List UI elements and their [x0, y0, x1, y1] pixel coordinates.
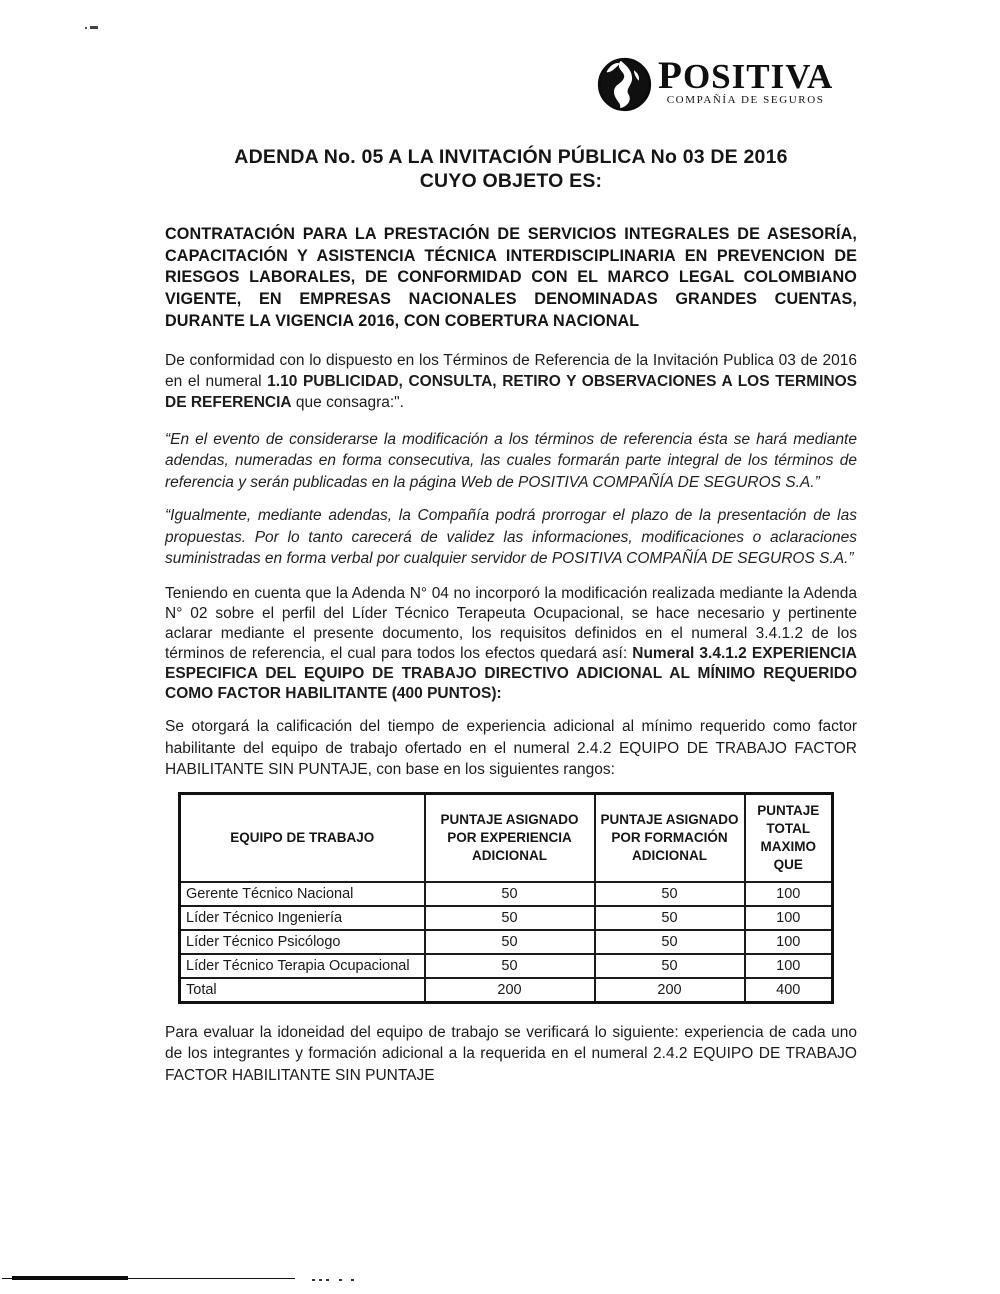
cell-value: 200 [595, 978, 745, 1003]
document-body [165, 0, 857, 1087]
cell-value: 400 [745, 978, 833, 1003]
document-title [165, 145, 857, 193]
header-puntaje-total: PUNTAJE TOTAL MAXIMO QUE [745, 793, 833, 882]
numeral-3412-bold: Numeral 3.4.1.2 EXPERIENCIA ESPECIFICA DEL EQUIPO DE TRABAJO DIRECTIVO ADICIONAL AL MÍNIMO REQUERIDO COMO FACTOR HABILITANTE (400 PUNTOS): [165, 645, 857, 703]
table-header-row [180, 793, 833, 882]
title-line-2: CUYO OBJETO ES: [419, 170, 603, 192]
cell-value: 50 [425, 930, 595, 954]
scan-artifact-dot [326, 1279, 329, 1281]
table-row [180, 882, 833, 906]
title-line-1: ADENDA No. 05 A LA INVITACIÓN PÚBLICA No 03 DE 2016 [234, 146, 788, 168]
header-puntaje-formacion: PUNTAJE ASIGNADO POR FORMACIÓN ADICIONAL [595, 793, 745, 882]
evaluar-paragraph: Para evaluar la idoneidad del equipo de trabajo se verificará lo siguiente: experiencia de cada uno de los integrantes y formación adicional a la requerida en el numeral 2.4.2 EQUIPO DE TRABAJO FACTOR HABILITANTE SIN PUNTAJE [165, 1023, 857, 1085]
conformidad-paragraph [165, 350, 857, 413]
otorgara-paragraph: Se otorgará la calificación del tiempo de experiencia adicional al mínimo requerido como factor habilitante del equipo de trabajo ofertado en el numeral 2.4.2 EQUIPO DE TRABAJO FACTOR HABILITANTE SIN PUNTAJE, con base en los siguientes rangos: [165, 718, 857, 779]
row-label: Líder Técnico Terapia Ocupacional [180, 954, 425, 978]
row-label: Total [180, 978, 425, 1003]
table-total-row [180, 978, 833, 1003]
scan-artifact-dot [319, 1279, 322, 1281]
conformidad-bold-clause: 1.10 PUBLICIDAD, CONSULTA, RETIRO Y OBSERVACIONES A LOS TERMINOS DE REFERENCIA [165, 372, 857, 411]
quoted-clause-2: “Igualmente, mediante adendas, la Compañía podrá prorrogar el plazo de la presentación de las propuestas. Por lo tanto carecerá de validez las informaciones, modificaciones o aclaraciones suministradas en forma verbal por cualquier servidor de POSITIVA COMPAÑÍA DE SEGUROS S.A.” [165, 507, 857, 568]
table-row [180, 954, 833, 978]
scan-artifact-dot [339, 1279, 342, 1281]
scan-artifact-dot [312, 1279, 315, 1281]
cell-value: 100 [745, 954, 833, 978]
cell-value: 100 [745, 930, 833, 954]
scan-artifact-thick [12, 1276, 128, 1280]
row-label: Gerente Técnico Nacional [180, 882, 425, 906]
table-row [180, 906, 833, 930]
cell-value: 200 [425, 978, 595, 1003]
logo-wordmark: POSITIVA [658, 54, 834, 97]
cell-value: 50 [595, 882, 745, 906]
row-label: Líder Técnico Psicólogo [180, 930, 425, 954]
scan-speck [90, 26, 98, 29]
cell-value: 50 [425, 906, 595, 930]
scan-artifact-dot [351, 1279, 354, 1281]
header-puntaje-experiencia: PUNTAJE ASIGNADO POR EXPERIENCIA ADICIONAL [425, 793, 595, 882]
conformidad-text: De conformidad con lo dispuesto en los Términos de Referencia de la Invitación Publica 03 de 2016 en el numeral [165, 351, 857, 390]
conformidad-tail: que consagra:". [291, 393, 404, 411]
object-paragraph: CONTRATACIÓN PARA LA PRESTACIÓN DE SERVICIOS INTEGRALES DE ASESORÍA, CAPACITACIÓN Y ASISTENCIA TÉCNICA INTERDISCIPLINARIA EN PREVENCION DE RIESGOS LABORALES, DE CONFORMIDAD CON EL MARCO LEGAL COLOMBIANO VIGENTE, EN EMPRESAS NACIONALES DENOMINADAS GRANDES CUENTAS, DURANTE LA VIGENCIA 2016, CON COBERTURA NACIONAL [165, 225, 857, 330]
cell-value: 50 [595, 954, 745, 978]
header-equipo-de-trabajo: EQUIPO DE TRABAJO [180, 793, 425, 882]
cell-value: 50 [425, 882, 595, 906]
cell-value: 100 [745, 882, 833, 906]
teniendo-text: Teniendo en cuenta que la Adenda N° 04 no incorporó la modificación realizada mediante la Adenda N° 02 sobre el perfil del Líder Técnico Terapeuta Ocupacional, se hace necesario y pertinente aclarar mediante el presente documento, los requisitos definidos en el numeral 3.4.1.2 de los términos de referencia, el cual para todos los efectos quedará así: [165, 585, 857, 663]
cell-value: 50 [595, 930, 745, 954]
score-table [178, 792, 834, 1004]
row-label: Líder Técnico Ingeniería [180, 906, 425, 930]
cell-value: 50 [595, 906, 745, 930]
cell-value: 50 [425, 954, 595, 978]
teniendo-paragraph [165, 584, 857, 704]
logo-subtitle: COMPAÑÍA DE SEGUROS [666, 94, 825, 106]
table-row [180, 930, 833, 954]
quoted-clause-1: “En el evento de considerarse la modificación a los términos de referencia ésta se hará mediante adendas, numeradas en forma consecutiva, las cuales formarán parte integral de los términos de referencia y serán publicadas en la página Web de POSITIVA COMPAÑÍA DE SEGUROS S.A.” [165, 430, 857, 491]
cell-value: 100 [745, 906, 833, 930]
